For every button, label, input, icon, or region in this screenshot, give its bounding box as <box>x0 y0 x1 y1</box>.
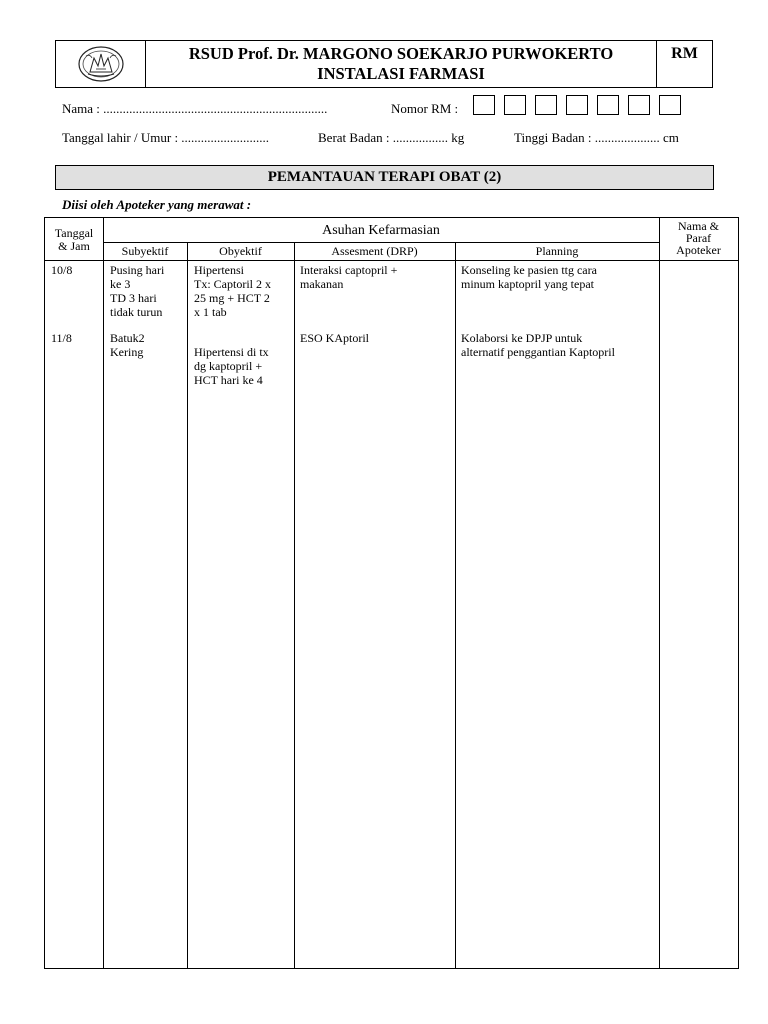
section-title: PEMANTAUAN TERAPI OBAT (2) <box>55 165 714 190</box>
row-date: 11/8 <box>51 331 72 345</box>
row-date: 10/8 <box>51 263 73 277</box>
logo-cell <box>56 41 146 87</box>
rm-digit-box <box>504 95 526 115</box>
rm-digit-box <box>473 95 495 115</box>
title-cell <box>146 41 657 87</box>
table-divider <box>103 242 659 243</box>
table-divider <box>45 260 738 261</box>
header-date: Tanggal & Jam <box>54 226 94 253</box>
row-objective: Hipertensi Tx: Captoril 2 x 25 mg + HCT 2 x 1 tab <box>194 263 271 319</box>
hospital-name: RSUD Prof. Dr. MARGONO SOEKARJO PURWOKERTO <box>188 44 614 63</box>
rm-digit-box <box>628 95 650 115</box>
table-divider <box>294 242 295 968</box>
dob-age-field: Tanggal lahir / Umur : ........................... <box>62 130 270 145</box>
rm-digit-box <box>566 95 588 115</box>
weight-field: Berat Badan : ................. kg <box>318 130 465 145</box>
header-planning: Planning <box>535 244 579 258</box>
header-objective: Obyektif <box>219 244 262 258</box>
header-subjective: Subyektif <box>121 244 169 258</box>
hospital-seal-icon <box>76 44 126 84</box>
row-subjective: Pusing hari ke 3 TD 3 hari tidak turun <box>110 263 165 319</box>
header-assessment: Assesment (DRP) <box>331 244 418 258</box>
row-planning: Konseling ke pasien ttg cara minum kaptopril yang tepat <box>461 263 597 291</box>
height-field: Tinggi Badan : .................... cm <box>514 130 679 145</box>
table-divider <box>103 218 104 968</box>
rm-digit-box <box>535 95 557 115</box>
row-subjective: Batuk2 Kering <box>110 331 145 359</box>
row-planning: Kolaborsi ke DPJP untuk alternatif penggantian Kaptopril <box>461 331 615 359</box>
department-name: INSTALASI FARMASI <box>317 64 485 83</box>
instruction-note: Diisi oleh Apoteker yang merawat : <box>62 197 252 212</box>
document-header <box>55 40 713 88</box>
therapy-monitoring-table <box>44 217 739 969</box>
rm-digit-box <box>659 95 681 115</box>
rm-code: RM <box>671 45 698 62</box>
table-divider <box>187 242 188 968</box>
row-objective: Hipertensi di tx dg kaptopril + HCT hari ke 4 <box>194 345 269 387</box>
header-pharmacist: Nama & Paraf Apoteker <box>676 219 721 257</box>
table-divider <box>455 242 456 968</box>
row-assessment: Interaksi captopril + makanan <box>300 263 398 291</box>
rm-code-cell <box>657 41 712 87</box>
row-assessment: ESO KAptoril <box>300 331 369 345</box>
header-pharmaceutical-care: Asuhan Kefarmasian <box>322 223 440 238</box>
rm-number-label: Nomor RM : <box>391 101 459 116</box>
name-field: Nama : ..................................................................... <box>62 101 328 116</box>
rm-digit-box <box>597 95 619 115</box>
table-divider <box>659 218 660 968</box>
